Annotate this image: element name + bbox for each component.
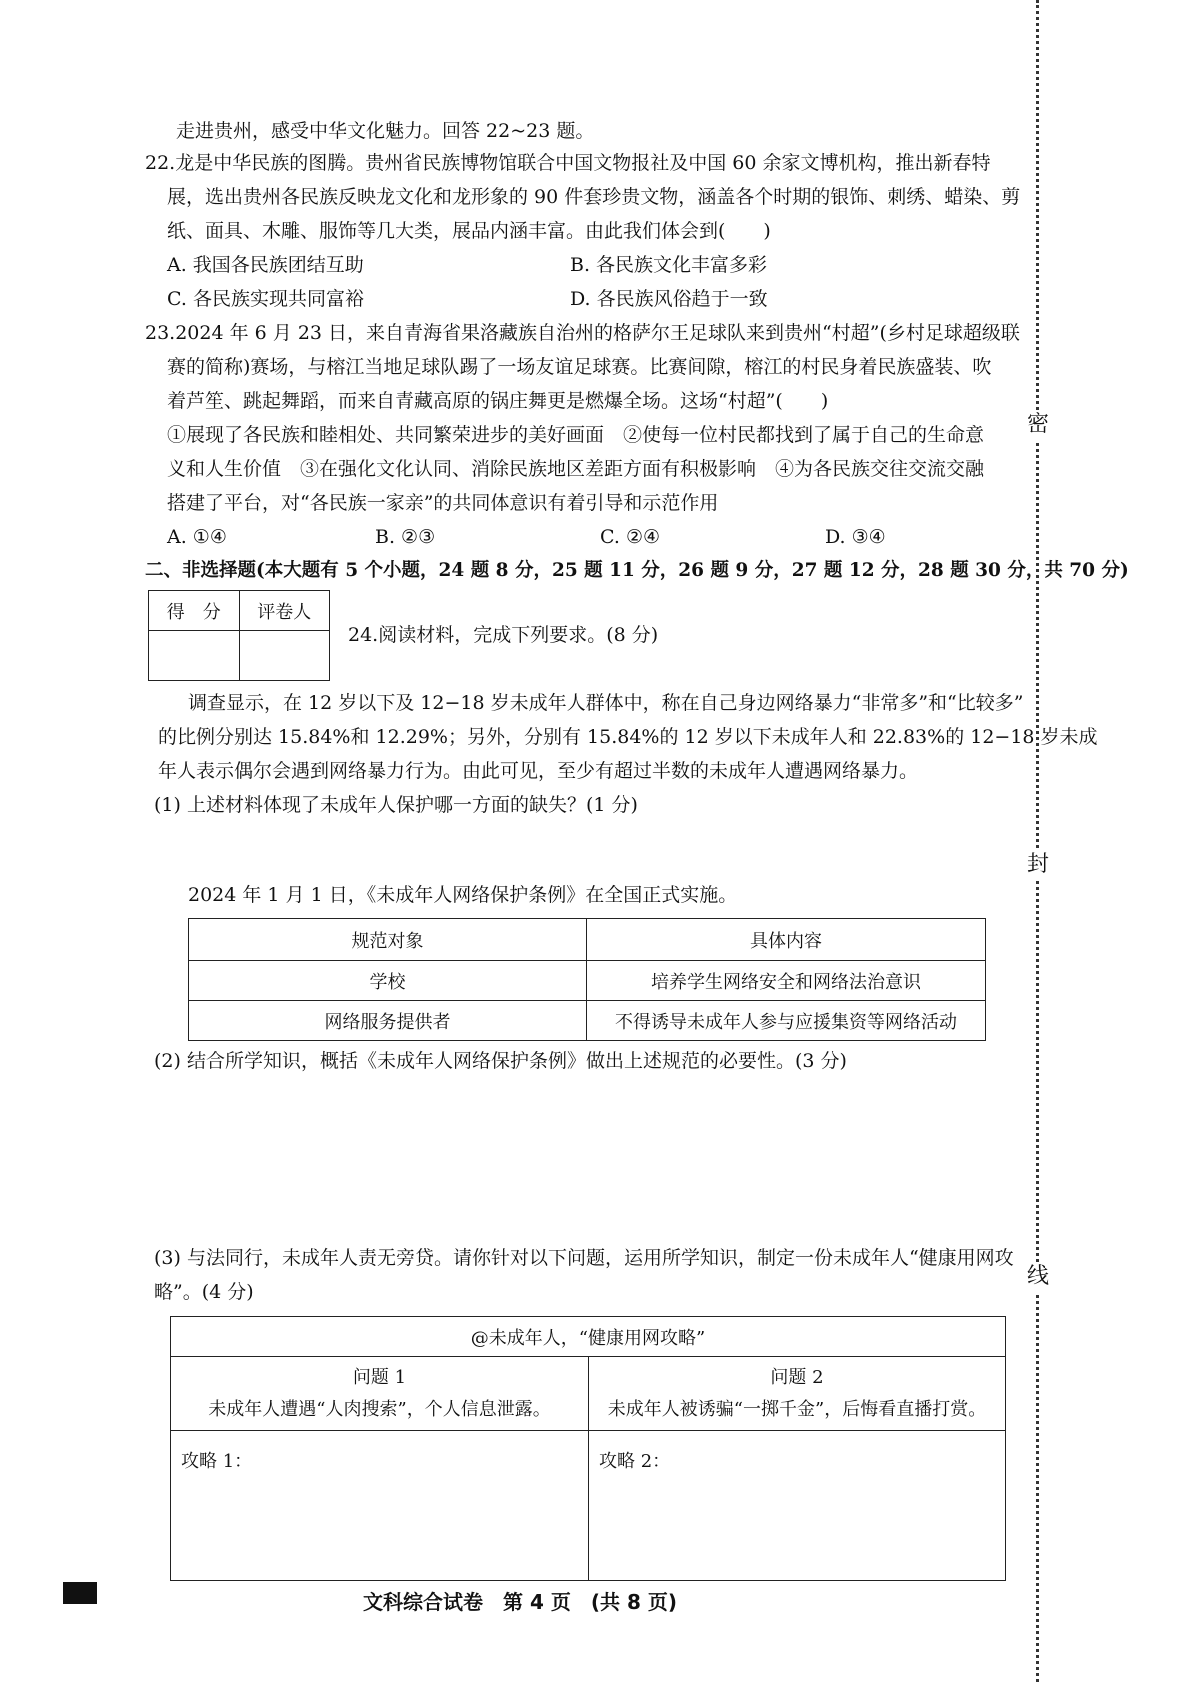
- intro-text: 走进贵州，感受中华文化魅力。回答 22~23 题。: [176, 120, 595, 142]
- q22-line-2: 展，选出贵州各民族反映龙文化和龙形象的 90 件套珍贵文物，涵盖各个时期的银饰、刺绣、蜡染、剪: [167, 186, 1021, 208]
- guide-table-title: @未成年人，“健康用网攻略”: [171, 1317, 1006, 1357]
- problem-1-text: 未成年人遭遇“人肉搜索”，个人信息泄露。: [208, 1398, 551, 1420]
- law-table-cell: 培养学生网络安全和网络法治意识: [587, 961, 986, 1001]
- q24-material-line-2: 的比例分别达 15.84%和 12.29%；另外，分别有 15.84%的 12 岁以下未成年人和 22.83%的 12−18 岁未成: [158, 726, 1098, 748]
- guide-table: [170, 1316, 1006, 1581]
- problem-2-cell: [589, 1357, 1006, 1431]
- q24-title: 24.阅读材料，完成下列要求。(8 分): [348, 624, 659, 646]
- grader-cell[interactable]: [239, 631, 330, 681]
- score-box: [148, 590, 330, 681]
- problem-2-label: 问题 2: [770, 1366, 824, 1388]
- binding-dotted-line: [1036, 0, 1039, 1682]
- seal-mark-xian: 线: [1023, 1262, 1053, 1292]
- law-table-row: [189, 961, 986, 1001]
- q23-option-b: B. ②③: [375, 526, 436, 548]
- q22-option-d: D. 各民族风俗趋于一致: [570, 288, 768, 310]
- answer-1-cell[interactable]: [171, 1431, 589, 1581]
- law-table-cell: 学校: [189, 961, 587, 1001]
- score-label: 得 分: [149, 591, 240, 631]
- problem-1-cell: [171, 1357, 589, 1431]
- answer-1-label: 攻略 1：: [181, 1451, 253, 1472]
- q22-line-3: 纸、面具、木雕、服饰等几大类，展品内涵丰富。由此我们体会到( ): [167, 220, 771, 242]
- section-2-heading: 二、非选择题(本大题有 5 个小题，24 题 8 分，25 题 11 分，26 题 9 分，27 题 12 分，28 题 30 分，共 70 分): [145, 560, 1129, 581]
- score-cell[interactable]: [149, 631, 240, 681]
- q22-option-a: A. 我国各民族团结互助: [167, 254, 364, 276]
- answer-2-cell[interactable]: [589, 1431, 1006, 1581]
- law-table-header: 规范对象: [189, 919, 587, 961]
- law-table-cell: 网络服务提供者: [189, 1001, 587, 1041]
- q24-material-line-3: 年人表示偶尔会遇到网络暴力行为。由此可见，至少有超过半数的未成年人遭遇网络暴力。: [158, 760, 919, 782]
- law-table-row: [189, 1001, 986, 1041]
- grader-label: 评卷人: [239, 591, 330, 631]
- problem-2-text: 未成年人被诱骗“一掷千金”，后悔看直播打赏。: [607, 1398, 987, 1420]
- q23-option-d: D. ③④: [825, 526, 886, 548]
- q24-material-line-1: 调查显示，在 12 岁以下及 12−18 岁未成年人群体中，称在自己身边网络暴力“非常多”和“比较多”: [188, 692, 1024, 714]
- q24-sub-question-3-line-2: 略”。(4 分): [154, 1281, 254, 1303]
- page-footer: 文科综合试卷 第 4 页 (共 8 页): [363, 1590, 677, 1614]
- q22-option-b: B. 各民族文化丰富多彩: [570, 254, 768, 276]
- law-table-header: 具体内容: [587, 919, 986, 961]
- q23-option-a: A. ①④: [167, 526, 227, 548]
- q24-sub-question-3-line-1: (3) 与法同行，未成年人责无旁贷。请你针对以下问题，运用所学知识，制定一份未成年人“健康用网攻: [154, 1247, 1014, 1269]
- seal-mark-mi: 密: [1023, 410, 1053, 440]
- q23-statement-line-2: 义和人生价值 ③在强化文化认同、消除民族地区差距方面有积极影响 ④为各民族交往交流交融: [167, 458, 985, 480]
- q22-option-c: C. 各民族实现共同富裕: [167, 288, 364, 310]
- law-table: [188, 918, 986, 1041]
- seal-mark-feng: 封: [1023, 850, 1053, 880]
- q23-statement-line-1: ①展现了各民族和睦相处、共同繁荣进步的美好画面 ②使每一位村民都找到了属于自己的生命意: [167, 424, 985, 446]
- q22-line-1: 22.龙是中华民族的图腾。贵州省民族博物馆联合中国文物报社及中国 60 余家文博机构，推出新春特: [145, 152, 991, 174]
- problem-1-label: 问题 1: [352, 1366, 407, 1388]
- q23-option-c: C. ②④: [600, 526, 661, 548]
- answer-2-label: 攻略 2：: [599, 1451, 671, 1472]
- q23-line-3: 着芦笙、跳起舞蹈，而来自青藏高原的锅庄舞更是燃爆全场。这场“村超”( ): [167, 390, 829, 412]
- q24-sub-question-1: (1) 上述材料体现了未成年人保护哪一方面的缺失？(1 分): [154, 794, 638, 816]
- q23-statement-line-3: 搭建了平台，对“各民族一家亲”的共同体意识有着引导和示范作用: [167, 492, 719, 514]
- law-intro: 2024 年 1 月 1 日，《未成年人网络保护条例》在全国正式实施。: [188, 884, 738, 906]
- q23-line-1: 23.2024 年 6 月 23 日，来自青海省果洛藏族自治州的格萨尔王足球队来到贵州“村超”(乡村足球超级联: [145, 322, 1020, 344]
- law-table-cell: 不得诱导未成年人参与应援集资等网络活动: [587, 1001, 986, 1041]
- q23-line-2: 赛的简称)赛场，与榕江当地足球队踢了一场友谊足球赛。比赛间隙，榕江的村民身着民族盛装、吹: [167, 356, 992, 378]
- q24-sub-question-2: (2) 结合所学知识，概括《未成年人网络保护条例》做出上述规范的必要性。(3 分): [154, 1050, 847, 1072]
